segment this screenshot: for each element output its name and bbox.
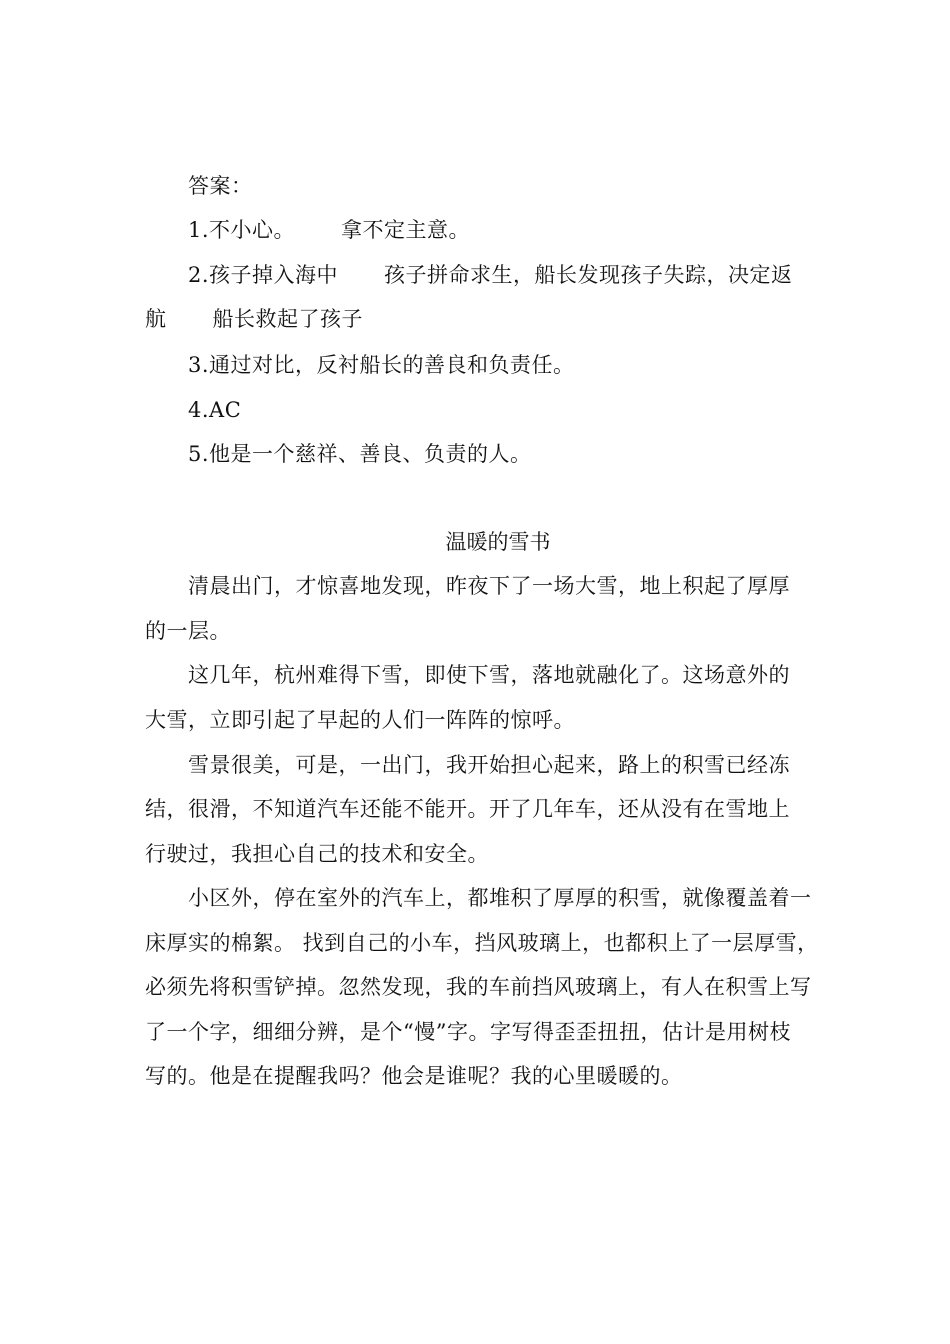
answer-1-part-a: 1.不小心。 bbox=[188, 218, 296, 242]
story-line: 大雪，立即引起了早起的人们一阵阵的惊呼。 bbox=[145, 708, 575, 732]
story-line: 清晨出门，才惊喜地发现，昨夜下了一场大雪，地上积起了厚厚 bbox=[188, 574, 790, 598]
answer-1-part-b: 拿不定主意。 bbox=[341, 218, 471, 242]
story-line: 这几年，杭州难得下雪，即使下雪，落地就融化了。这场意外的 bbox=[188, 663, 790, 687]
answer-2-part-c: 航 bbox=[145, 307, 167, 331]
story-line: 必须先将积雪铲掉。忽然发现，我的车前挡风玻璃上，有人在积雪上写 bbox=[145, 975, 812, 999]
story-line: 的一层。 bbox=[145, 619, 231, 643]
story-line: 床厚实的棉絮。 找到自己的小车，挡风玻璃上，也都积上了一层厚雪， bbox=[145, 931, 819, 955]
story-line: 写的。他是在提醒我吗？他会是谁呢？我的心里暖暖的。 bbox=[145, 1064, 683, 1088]
answer-3: 3.通过对比，反衬船长的善良和负责任。 bbox=[188, 353, 575, 377]
answer-2-line-2 bbox=[145, 305, 363, 333]
answers-heading: 答案： bbox=[188, 174, 253, 198]
answer-5: 5.他是一个慈祥、善良、负责的人。 bbox=[188, 442, 532, 466]
answer-4: 4.AC bbox=[188, 398, 242, 422]
answer-1 bbox=[188, 216, 470, 244]
story-line: 小区外，停在室外的汽车上，都堆积了厚厚的积雪，就像覆盖着一 bbox=[188, 886, 812, 910]
answer-2-part-d: 船长救起了孩子 bbox=[212, 307, 363, 331]
answer-2-line-1 bbox=[188, 261, 793, 289]
story-line: 行驶过，我担心自己的技术和安全。 bbox=[145, 842, 489, 866]
story-line: 结，很滑，不知道汽车还能不能开。开了几年车，还从没有在雪地上 bbox=[145, 797, 790, 821]
story-line: 雪景很美，可是，一出门，我开始担心起来，路上的积雪已经冻 bbox=[188, 753, 790, 777]
answer-2-part-b: 孩子拼命求生，船长发现孩子失踪，决定返 bbox=[384, 263, 793, 287]
story-title: 温暖的雪书 bbox=[445, 530, 551, 554]
story-line: 了一个字，细细分辨，是个“慢”字。字写得歪歪扭扭，估计是用树枝 bbox=[145, 1020, 791, 1044]
answer-2-part-a: 2.孩子掉入海中 bbox=[188, 263, 339, 287]
